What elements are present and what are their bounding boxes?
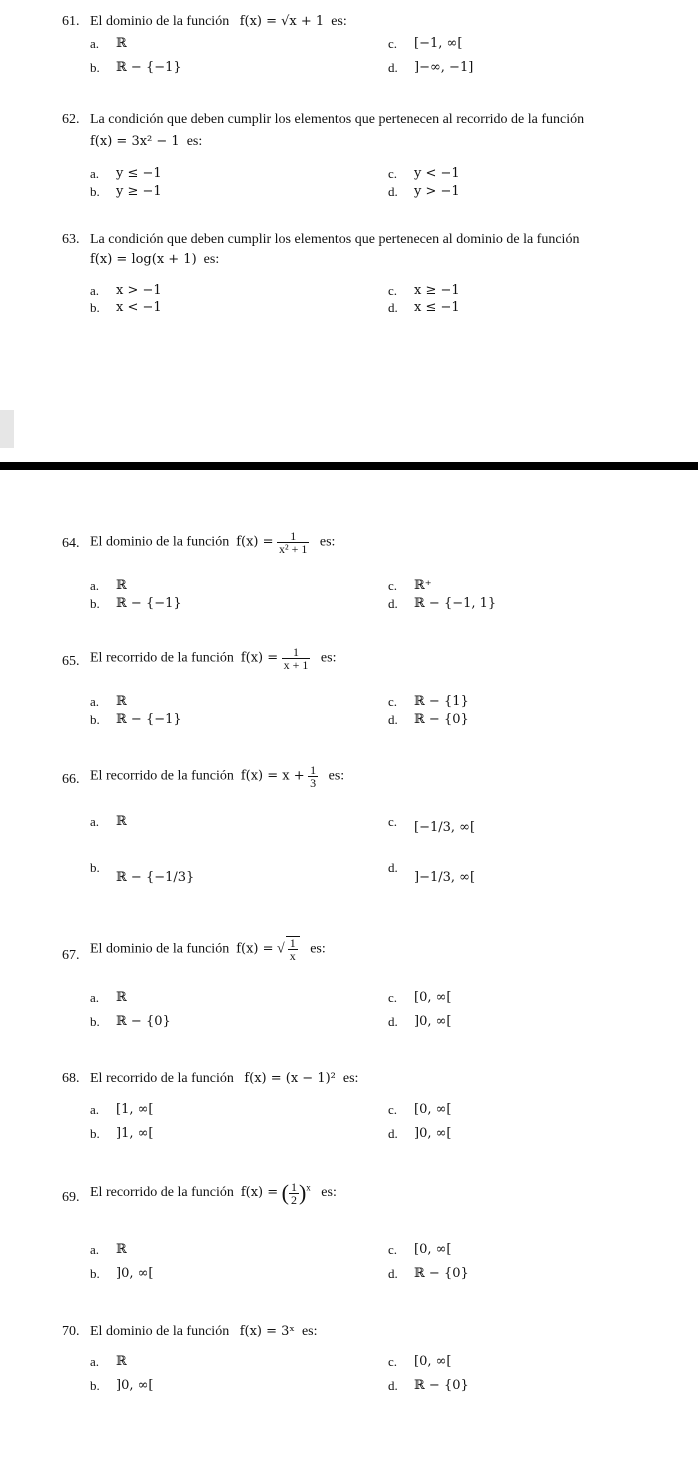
question-text: La condición que deben cumplir los elementos que pertenecen al dominio de la función [90,232,580,247]
question-number: 61. [62,14,80,29]
question-suffix: es: [342,1071,359,1086]
fraction: $\frac{1}{\text{x² + 1}}$ [279,529,308,556]
question-formula: f(x) = log(x + 1) [90,252,197,267]
question-number: 64. [62,536,80,551]
question-suffix: es: [321,1185,337,1201]
formula-prefix: f(x) = [236,534,274,550]
fraction: $\frac{1}{x}$ [289,936,296,963]
question-formula: f(x) = 3x² − 1 [90,134,180,149]
left-edge-tab [0,410,14,448]
question-suffix: es: [320,650,337,666]
sqrt-icon: √ [277,941,285,957]
question-suffix: es: [319,534,336,550]
formula-prefix: f(x) = [240,1185,279,1201]
question-text: El recorrido de la función [90,1185,234,1201]
question-formula: f(x) = √x + 1 [239,14,325,29]
question-text: El recorrido de la función [90,768,234,784]
question-text: La condición que deben cumplir los elementos que pertenecen al recorrido de la función [90,112,585,127]
question-suffix: es: [328,768,345,784]
question-number: 65. [62,654,80,669]
question-text: El dominio de la función [90,534,230,550]
paren-right: ) [298,1180,307,1205]
question-text: El dominio de la función [90,941,230,957]
question-formula: f(x) = (x − 1)² [244,1071,336,1086]
question-number: 66. [62,772,80,787]
formula-prefix: f(x) = [236,941,274,957]
question-text: El recorrido de la función [90,650,234,666]
fraction: $\frac{1}{x + 1}$ [283,645,309,672]
question-text: El recorrido de la función [90,1071,234,1086]
formula-prefix: f(x) = x + [240,768,305,784]
question-text: El dominio de la función [90,14,230,29]
exponent: x [306,1182,311,1193]
question-formula: f(x) = 3ˣ [239,1324,295,1339]
formula-prefix: f(x) = [240,650,279,666]
question-number: 67. [62,948,80,963]
fraction: $\frac{1}{2}$ [290,1179,297,1207]
paren-left: ( [281,1180,289,1205]
question-text: El dominio de la función [90,1324,230,1339]
question-suffix: es: [310,941,326,957]
fraction: $\frac{1}{3}$ [310,763,317,790]
page-divider [0,462,698,470]
question-suffix: es: [301,1324,318,1339]
question-number: 62. [62,112,80,127]
question-number: 70. [62,1324,80,1339]
question-suffix: es: [186,134,203,149]
question-number: 63. [62,232,80,247]
question-suffix: es: [331,14,347,29]
question-suffix: es: [203,252,220,267]
question-number: 69. [62,1190,80,1205]
question-number: 68. [62,1071,80,1086]
